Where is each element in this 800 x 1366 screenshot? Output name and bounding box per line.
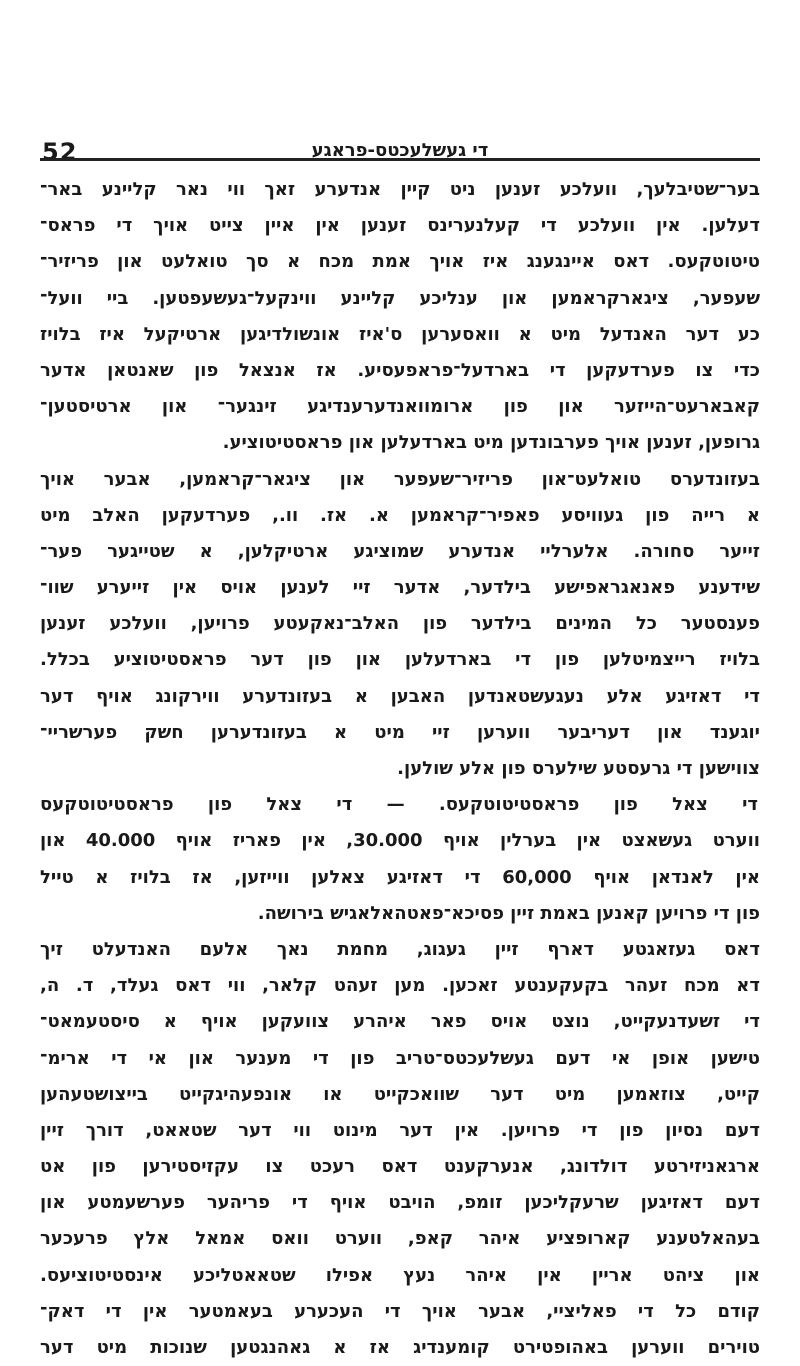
text-line: קאבארעט־הייזער און פון ארומוואנדערענדיגע זינגער־ און ארטיסטען־ (40, 396, 760, 418)
text-line: די זשעדנעקייט, נוצט אויס פאר איהרע צוועקען אויף א סיסטעמאט־ (40, 1011, 760, 1033)
text-line: בער־שטיבלעך, וועלכע זענען ניט קיין אנדערע זאך ווי נאר קליינע באר־ (40, 179, 760, 200)
body-text (40, 172, 760, 1366)
text-line: גרופען, זענען אויך פערבונדען מיט בארדעלען און פראסטיטוציע. (222, 432, 760, 454)
text-line: פענסטער כל המינים בילדער פון האלב־נאקעטע פרויען, וועלכע זענען (40, 613, 760, 635)
text-line: דעם נסיון פון די פרויען. אין דער מינוט ווי דער שטאאט, דורך זיין (40, 1119, 760, 1141)
text-line: אין לאנדאן אויף 60,000 די דאזיגע צאלען ווייזען, אז בלויז א טייל (40, 866, 760, 888)
text-line: יוגענד און דעריבער ווערען זיי מיט א בעזונדערען חשק פערשריי־ (40, 721, 760, 743)
text-line: דא מכח זעהר בקעקענטע זאכען. מען זעהט קלאר, ווי דאס געלד, ד. ה, (40, 975, 760, 997)
text-line: כע דער האנדעל מיט א וואסערען ס'איז אונשולדיגען ארטיקעל איז בלויז (40, 323, 760, 345)
text-line: צווישען די גרעסטע שילערס פון אלע שולען. (397, 758, 760, 779)
text-line: דאס געזאגטע דארף זיין געגוג, מחמת נאך אלעם האנדעלט זיך (40, 938, 760, 960)
page-header (40, 132, 760, 168)
text-line: טיטוטקעס. דאס איינגענג איז אויך אמת מכח א סך טואלעט און פריזיר־ (40, 251, 760, 273)
running-title: די געשלעכטס-פראגע (311, 140, 489, 161)
text-line: פון די פרויען קאנען באמת זיין פסיכא־פאטהאלאגיש בירושה. (257, 902, 760, 924)
text-line: ווערט געשאצט אין בערלין אויף 30.000, אין פאריז אויף 40.000 און (40, 830, 760, 852)
header-divider (40, 158, 760, 161)
text-line: און ציהט אריין אין איהר נעץ אפילו שטאאטליכע אינסטיטוציעס. (40, 1264, 760, 1286)
text-line: ארגאניזירטע דולדונג, אנערקענט דאס רעכט צו עקזיסטירען פון אט (40, 1156, 760, 1178)
text-line: טוירים ווערען באהופטירט קומענדיג אז א גאהנגטען שנוכות מיט דער (40, 1337, 760, 1358)
document-page (40, 0, 760, 1358)
text-line: בעזונדערס טואלעט־און פריזיר־שעפער און ציגאר־קראמען, אבער אויך (40, 468, 760, 490)
text-line: בלויז רייצמיטלען פון די בארדעלען און פון דער פראסטיטוציע בכלל. (40, 649, 760, 671)
text-line: שעפער, ציגארקראמען און ענליכע קליינע ווינקעל־געשעפטען. ביי וועל־ (40, 287, 760, 309)
text-line: זייער סחורה. אלערליי אנדערע שמוציגע ארטיקלען, א שטייגער פער־ (40, 540, 760, 562)
text-line: א רייה פון געוויסע פאפיר־קראמען א. אז. וו., פערדעקען האלב מיט (40, 504, 760, 526)
text-line: טישען אופן אי דעם געשלעכטס־טריב פון די מענער און אי די ארימ־ (40, 1047, 760, 1069)
text-line: שידענע פאנאגראפישע בילדער, אדער זיי לענען אויס אין זייערע שוו־ (40, 577, 760, 599)
text-line: דעלען. אין וועלכע די קעלנערינס זענען אין איין צייט אויך די פראס־ (40, 215, 760, 237)
text-line: בעהאלטענע קארופציע איהר קאפ, ווערט וואס אמאל אלץ פרעכער (40, 1228, 760, 1250)
text-line: קודם כל די פאליציי, אבער אויך די העכערע בעאמטער אין די דאק־ (40, 1300, 760, 1322)
section-heading-line: די צאל פון פראסטיטוטקעס. — די צאל פון פראסטיטוטקעס (40, 794, 758, 816)
text-line: קייט, צוזאמען מיט דער שוואכקייט או אונפעהיגקייט בייצושטעהען (40, 1083, 760, 1105)
page-number: 52 (42, 138, 78, 166)
text-line: כדי צו פערדעקען די בארדעל־פראפעסיע. אז אנצאל פון שאנטאן אדער (40, 359, 760, 381)
text-line: דעם דאזיגען שרעקליכען זומפ, הויבט אויף די פריהער פערשעמטע און (40, 1192, 760, 1214)
text-line: די דאזיגע אלע נעגעשטאנדען האבען א בעזונדערע ווירקונג אויף דער (40, 685, 760, 707)
